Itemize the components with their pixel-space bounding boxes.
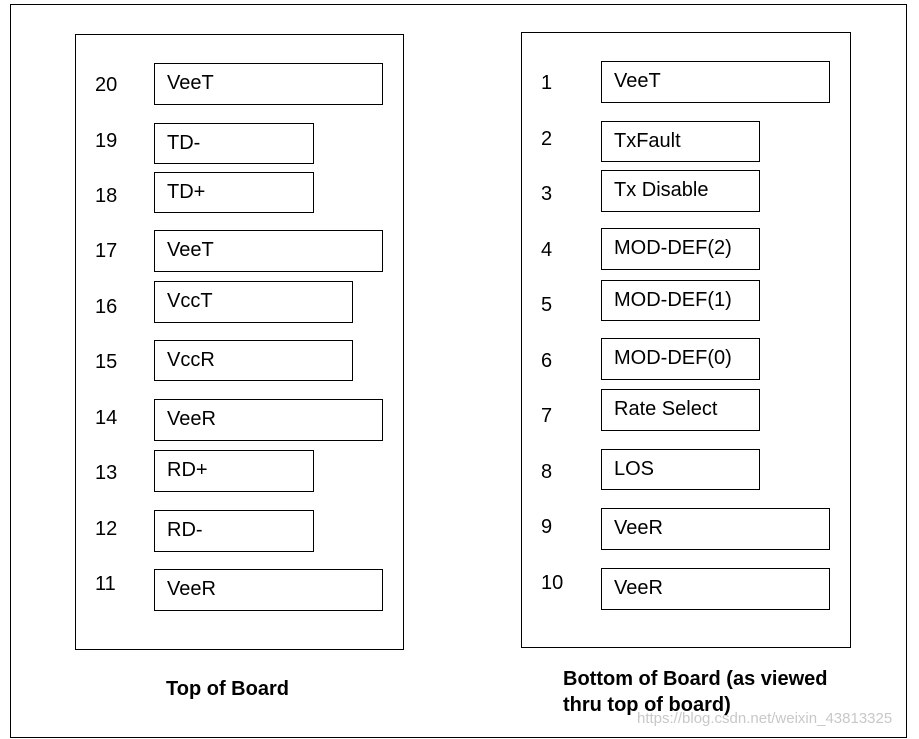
pin-number: 3 xyxy=(541,183,553,205)
pin-label: VccT xyxy=(154,281,353,323)
pin-number: 13 xyxy=(95,462,118,484)
pin-label: VeeT xyxy=(601,61,830,103)
pin-label: VccR xyxy=(154,340,353,381)
pin-number: 14 xyxy=(95,407,118,429)
pin-number: 12 xyxy=(95,518,118,540)
pin-number: 7 xyxy=(541,405,553,427)
pin-label: Rate Select xyxy=(601,389,760,431)
pin-number: 11 xyxy=(95,573,116,595)
pin-label: TxFault xyxy=(601,121,760,162)
pin-label: VeeR xyxy=(601,508,830,550)
pin-label: MOD-DEF(1) xyxy=(601,280,760,321)
pin-label: LOS xyxy=(601,449,760,490)
pin-number: 9 xyxy=(541,516,553,538)
pin-label: VeeT xyxy=(154,230,383,272)
pin-number: 5 xyxy=(541,294,553,316)
pin-label: MOD-DEF(2) xyxy=(601,228,760,270)
pin-number: 1 xyxy=(541,72,553,94)
pin-number: 4 xyxy=(541,239,553,261)
pin-label: MOD-DEF(0) xyxy=(601,338,760,380)
pin-label: Tx Disable xyxy=(601,170,760,212)
pin-label: RD- xyxy=(154,510,314,552)
pin-number: 17 xyxy=(95,240,118,262)
bottom-board-caption: Bottom of Board (as viewed thru top of board) xyxy=(563,668,828,716)
pin-number: 15 xyxy=(95,351,118,373)
pin-number: 6 xyxy=(541,350,553,372)
pin-number: 2 xyxy=(541,128,553,150)
pin-label: VeeR xyxy=(601,568,830,610)
pin-number: 8 xyxy=(541,461,553,483)
pin-label: VeeR xyxy=(154,569,383,611)
pin-number: 10 xyxy=(541,572,564,594)
pin-label: TD+ xyxy=(154,172,314,213)
pin-label: VeeT xyxy=(154,63,383,105)
pin-label: TD- xyxy=(154,123,314,164)
pin-number: 20 xyxy=(95,74,118,96)
pin-number: 19 xyxy=(95,130,118,152)
top-board-caption: Top of Board xyxy=(166,678,289,700)
pin-label: RD+ xyxy=(154,450,314,492)
watermark: https://blog.csdn.net/weixin_43813325 xyxy=(637,710,893,727)
pin-number: 18 xyxy=(95,185,118,207)
pin-label: VeeR xyxy=(154,399,383,441)
pin-number: 16 xyxy=(95,296,118,318)
